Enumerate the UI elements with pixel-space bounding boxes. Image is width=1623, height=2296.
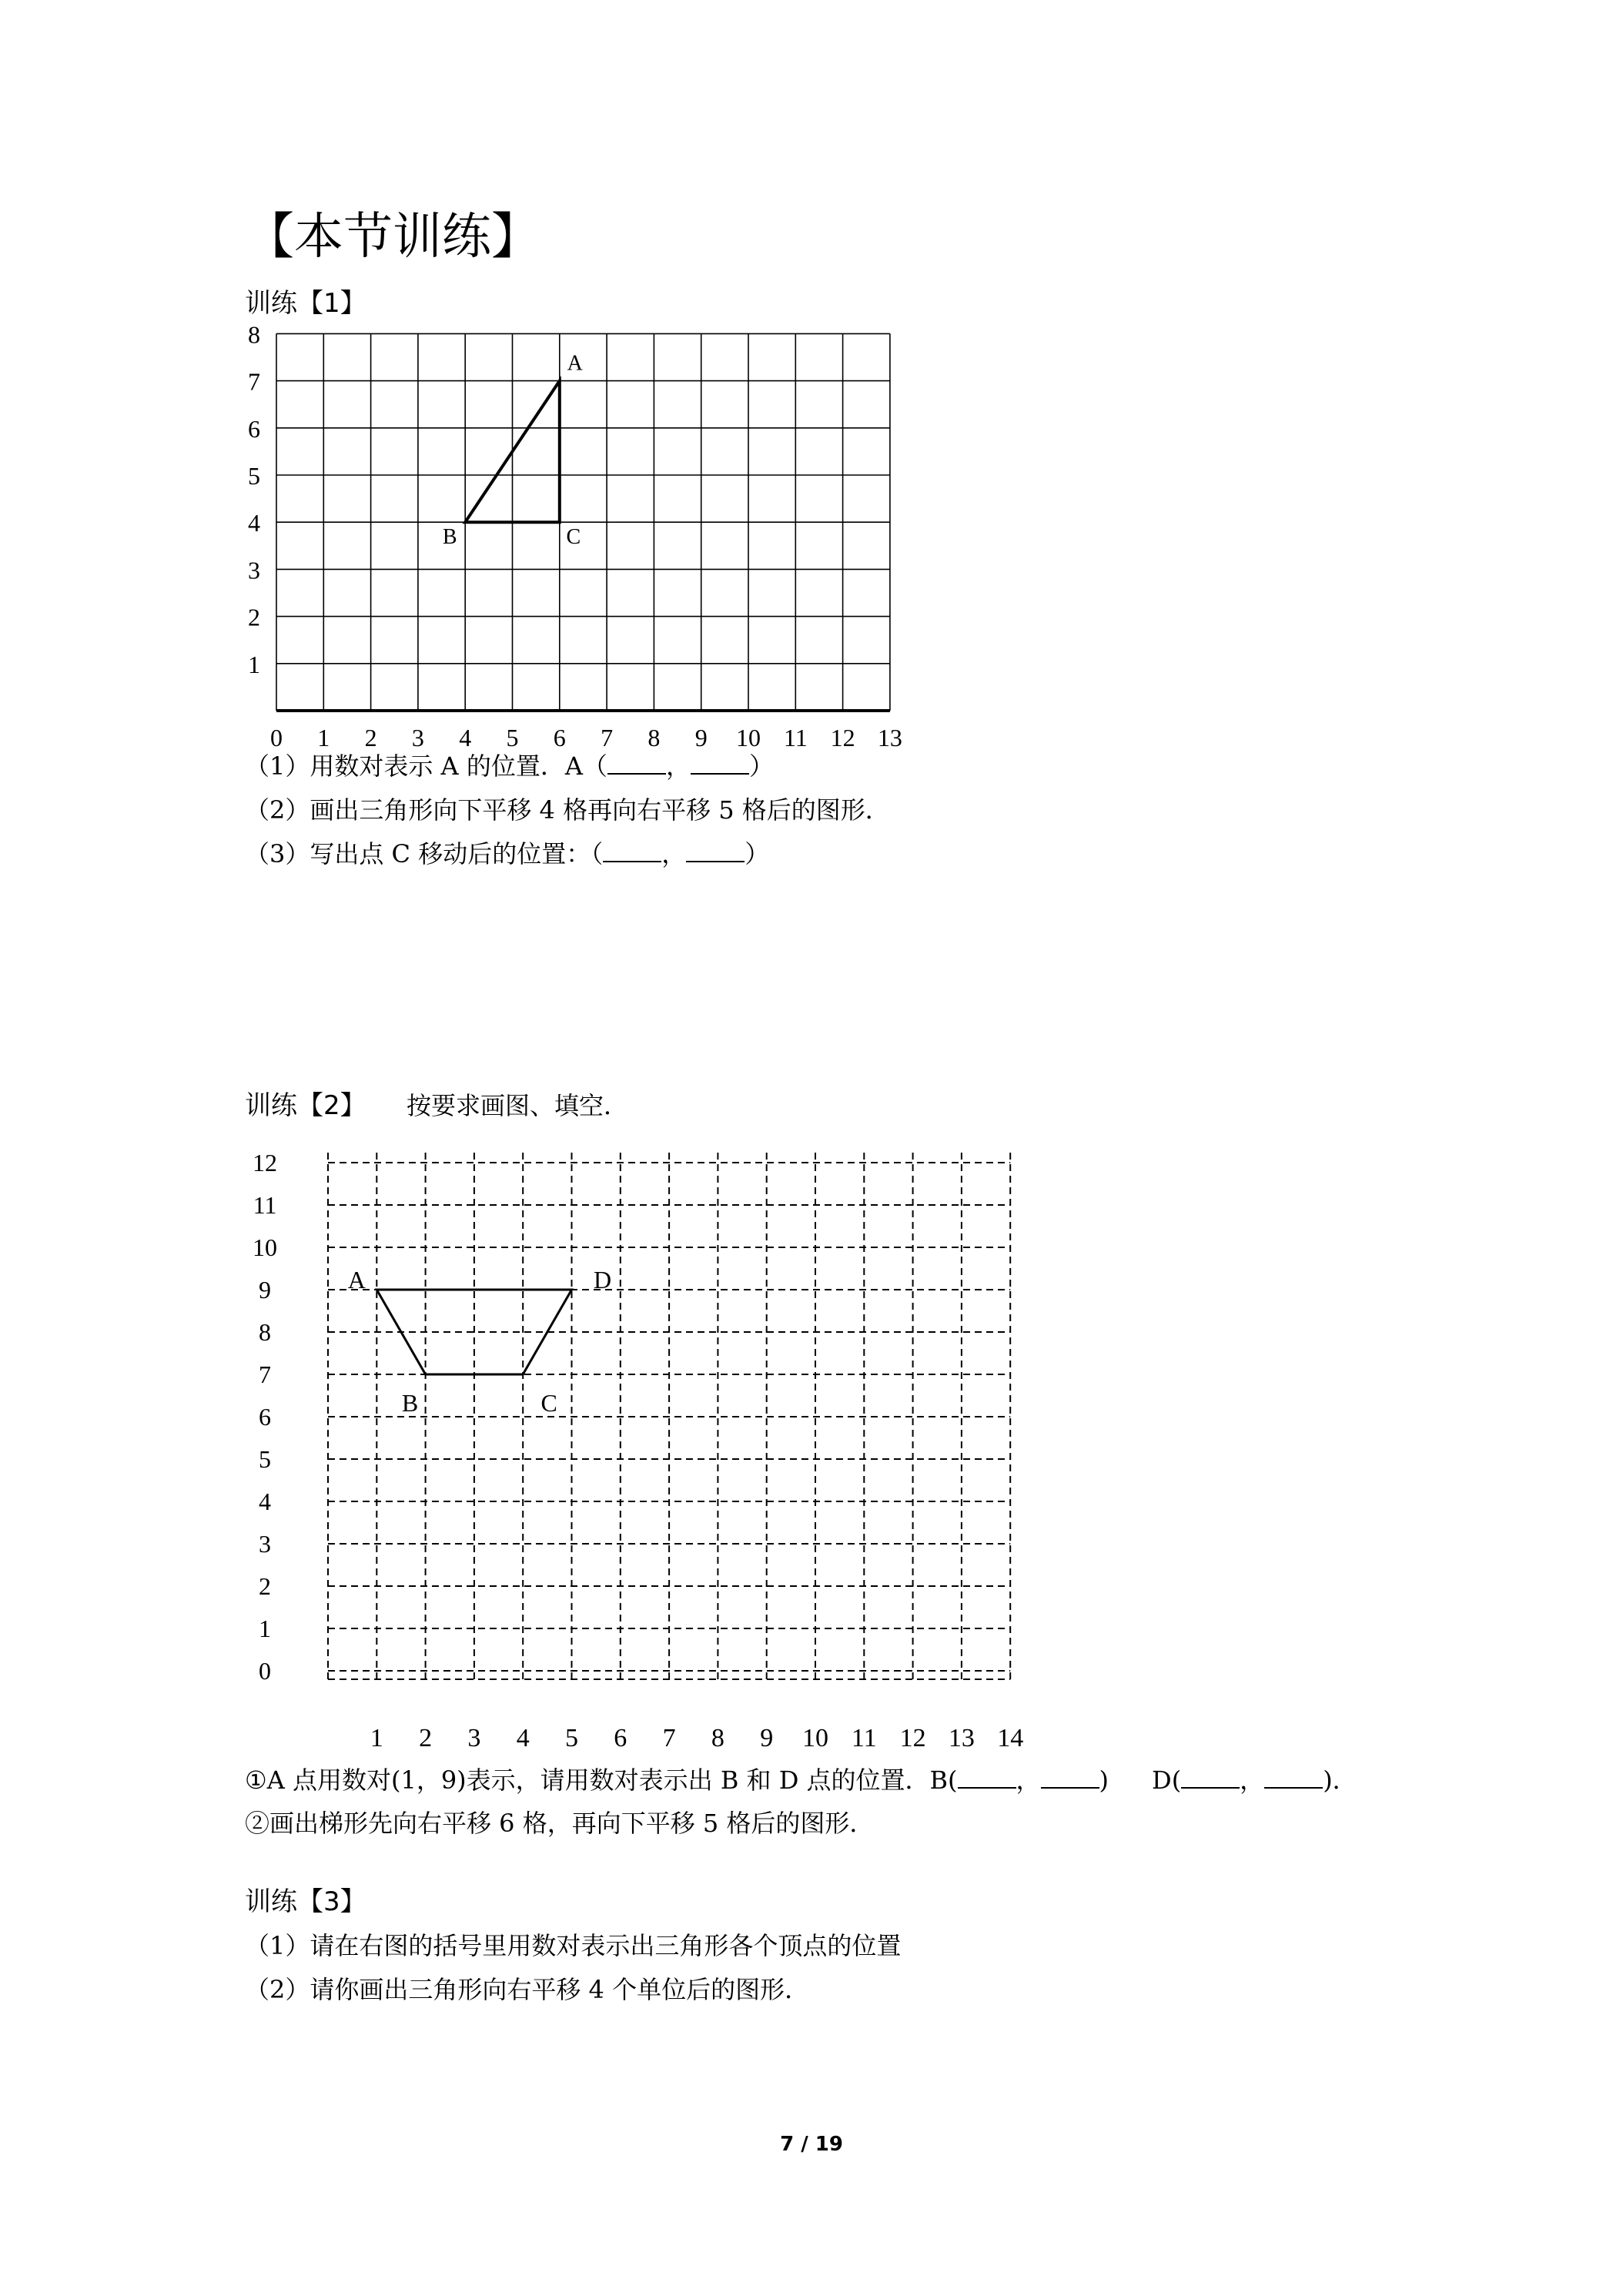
- x-tick-label: 7: [601, 724, 614, 751]
- y-tick-label: 11: [253, 1191, 277, 1219]
- y-tick-label: 6: [259, 1403, 271, 1431]
- y-tick-label: 2: [259, 1572, 271, 1600]
- x-tick-label: 12: [830, 724, 855, 751]
- x-tick-label: 12: [899, 1724, 926, 1752]
- page-number: 7 / 19: [780, 2133, 843, 2156]
- answer-blank[interactable]: [691, 751, 749, 775]
- x-tick-label: 2: [364, 724, 377, 751]
- x-tick-label: 7: [662, 1724, 676, 1752]
- x-tick-label: 9: [760, 1724, 774, 1752]
- answer-blank[interactable]: [1181, 1766, 1240, 1789]
- y-tick-label: 4: [248, 509, 260, 537]
- exercise-3-question-1: （1）请在右图的括号里用数对表示出三角形各个顶点的位置: [245, 1931, 902, 1960]
- x-tick-label: 13: [948, 1724, 975, 1752]
- x-tick-label: 10: [736, 724, 761, 751]
- vertex-label-b: B: [442, 525, 457, 550]
- x-tick-label: 8: [711, 1724, 724, 1752]
- vertex-label-c: C: [540, 1389, 557, 1417]
- vertex-label-d: D: [593, 1266, 612, 1294]
- vertex-label-c: C: [566, 525, 581, 550]
- exercise-1-heading: 训练【1】: [245, 288, 366, 319]
- y-tick-label: 8: [248, 320, 260, 349]
- exercise-3-question-2: （2）请你画出三角形向右平移 4 个单位后的图形．: [245, 1975, 810, 2004]
- y-tick-label: 3: [259, 1530, 271, 1558]
- y-tick-label: 7: [248, 367, 260, 396]
- answer-blank[interactable]: [1264, 1766, 1323, 1789]
- exercise-2-question-2: ②画出梯形先向右平移 6 格，再向下平移 5 格后的图形．: [245, 1809, 875, 1838]
- x-tick-label: 9: [694, 724, 708, 751]
- x-tick-label: 13: [877, 724, 902, 751]
- x-tick-label: 1: [317, 724, 330, 751]
- x-tick-label: 4: [516, 1724, 530, 1752]
- section-title: 【本节训练】: [245, 209, 540, 266]
- y-tick-label: 1: [259, 1615, 271, 1642]
- y-tick-label: 6: [248, 414, 260, 443]
- answer-blank[interactable]: [958, 1766, 1016, 1789]
- x-tick-label: 2: [419, 1724, 433, 1752]
- answer-blank[interactable]: [686, 839, 745, 862]
- exercise-2-instruction: 按要求画图、填空．: [407, 1091, 629, 1120]
- exercise-3-heading: 训练【3】: [245, 1886, 366, 1917]
- x-tick-label: 1: [370, 1724, 383, 1752]
- y-tick-label: 0: [259, 1657, 271, 1685]
- exercise-1-question-3: （3）写出点 C 移动后的位置：（ ， ）: [245, 839, 770, 869]
- y-tick-label: 9: [259, 1276, 271, 1304]
- x-tick-label: 3: [467, 1724, 481, 1752]
- y-tick-label: 8: [259, 1318, 271, 1346]
- x-tick-label: 6: [553, 724, 566, 751]
- exercise-2-question-1: ①A 点用数对(1，9)表示，请用数对表示出 B 和 D 点的位置．B( ， ) D( ， )．: [245, 1766, 1357, 1795]
- y-tick-label: 2: [248, 603, 260, 631]
- exercise-2-heading: 训练【2】: [245, 1090, 366, 1121]
- vertex-label-b: B: [401, 1389, 419, 1417]
- x-tick-label: 4: [459, 724, 472, 751]
- x-tick-label: 11: [851, 1724, 877, 1752]
- x-tick-label: 6: [614, 1724, 627, 1752]
- vertex-label-a: A: [347, 1266, 366, 1294]
- answer-blank[interactable]: [1041, 1766, 1099, 1789]
- x-tick-label: 11: [783, 724, 808, 751]
- y-tick-label: 10: [253, 1233, 277, 1261]
- y-tick-label: 4: [259, 1488, 271, 1515]
- x-tick-label: 5: [506, 724, 519, 751]
- y-tick-label: 5: [259, 1445, 271, 1473]
- x-tick-label: 14: [997, 1724, 1024, 1752]
- exercise-2-grid: [231, 1140, 1078, 1755]
- x-tick-label: 5: [565, 1724, 578, 1752]
- vertex-label-a: A: [567, 351, 583, 376]
- exercise-1-question-1: （1）用数对表示 A 的位置．A（ ， ）: [245, 751, 774, 781]
- y-tick-label: 1: [248, 650, 260, 678]
- y-tick-label: 7: [259, 1361, 271, 1388]
- exercise-1-grid: [231, 320, 902, 755]
- exercise-1-question-2: （2）画出三角形向下平移 4 格再向右平移 5 格后的图形．: [245, 795, 890, 825]
- x-tick-label: 3: [411, 724, 424, 751]
- x-tick-label: 8: [648, 724, 661, 751]
- y-tick-label: 5: [248, 462, 260, 490]
- x-tick-label: 10: [802, 1724, 828, 1752]
- answer-blank[interactable]: [607, 751, 666, 775]
- x-tick-label: 0: [270, 724, 283, 751]
- answer-blank[interactable]: [603, 839, 661, 862]
- y-tick-label: 3: [248, 556, 260, 584]
- y-tick-label: 12: [253, 1149, 277, 1176]
